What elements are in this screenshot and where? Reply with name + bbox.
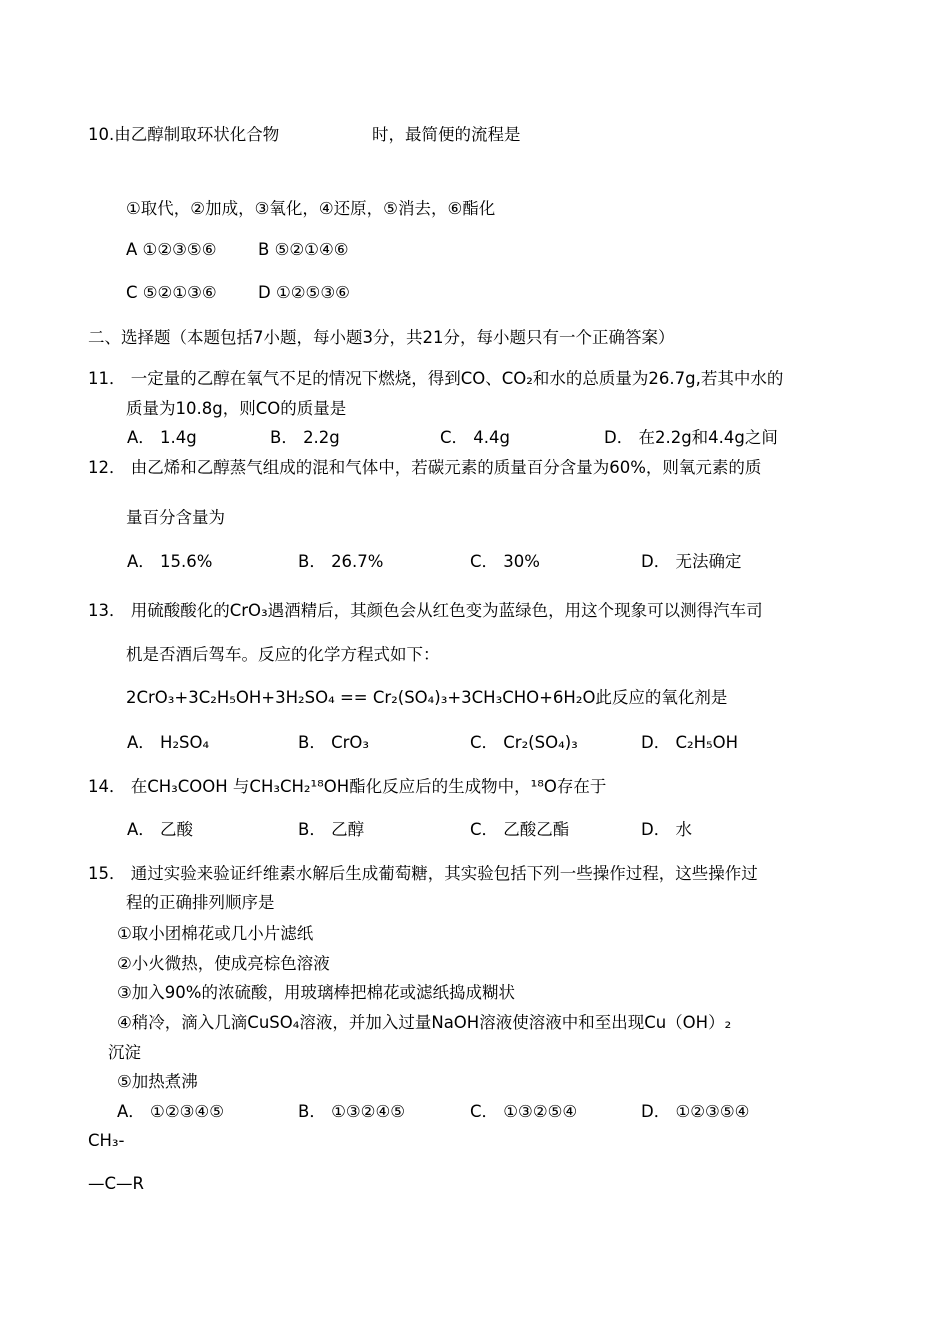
- q15-line2: 程的正确排列顺序是: [126, 893, 275, 912]
- q13-line1: 13． 用硫酸酸化的CrO₃遇酒精后，其颜色会从红色变为蓝绿色，用这个现象可以测得汽车司: [88, 601, 763, 620]
- q13-equation: 2CrO₃+3C₂H₅OH+3H₂SO₄ == Cr₂(SO₄)₃+3CH₃CHO+6H₂O此反应的氧化剂是: [126, 688, 728, 707]
- q11-line2: 质量为10.8g，则CO的质量是: [126, 399, 347, 418]
- q14-option-a: A． 乙酸: [127, 820, 194, 839]
- q14-option-c: C． 乙酸乙酯: [470, 820, 570, 839]
- q15-option-d: D． ①②③⑤④: [641, 1102, 750, 1121]
- q13-option-a: A． H₂SO₄: [127, 733, 210, 752]
- q10-option-c: C ⑤②①③⑥: [126, 283, 217, 302]
- q15-option-c: C． ①③②⑤④: [470, 1102, 578, 1121]
- q11-option-c: C． 4.4g: [440, 428, 510, 447]
- q14-option-d: D． 水: [641, 820, 692, 839]
- q10-option-d: D ①②⑤③⑥: [258, 283, 350, 302]
- q12-line1: 12． 由乙烯和乙醇蒸气组成的混和气体中，若碳元素的质量百分含量为60%，则氧元素的质: [88, 458, 762, 477]
- formula-fragment-2: —C—R: [88, 1174, 144, 1193]
- q13-option-c: C． Cr₂(SO₄)₃: [470, 733, 578, 752]
- q11-option-a: A． 1.4g: [127, 428, 197, 447]
- q15-step-4: ④稍冷，滴入几滴CuSO₄溶液，并加入过量NaOH溶液使溶液中和至出现Cu（OH）₂: [117, 1013, 732, 1032]
- q15-step-5: ⑤加热煮沸: [117, 1072, 198, 1091]
- q11-option-d: D． 在2.2g和4.4g之间: [604, 428, 778, 447]
- q12-option-a: A． 15.6%: [127, 552, 213, 571]
- q10-steps: ①取代，②加成，③氧化，④还原，⑤消去，⑥酯化: [126, 199, 496, 218]
- q13-option-b: B． CrO₃: [298, 733, 369, 752]
- q15-step-1: ①取小团棉花或几小片滤纸: [117, 924, 314, 943]
- q10-stem: 10.由乙醇制取环状化合物: [88, 125, 280, 144]
- q15-step-4-cont: 沉淀: [108, 1043, 141, 1062]
- q15-line1: 15． 通过实验来验证纤维素水解后生成葡萄糖，其实验包括下列一些操作过程，这些操作过: [88, 864, 758, 883]
- q13-option-d: D． C₂H₅OH: [641, 733, 739, 752]
- q14-option-b: B． 乙醇: [298, 820, 365, 839]
- q15-option-a: A． ①②③④⑤: [117, 1102, 224, 1121]
- formula-fragment-1: CH₃-: [88, 1131, 125, 1150]
- q12-option-d: D． 无法确定: [641, 552, 742, 571]
- q15-step-2: ②小火微热，使成亮棕色溶液: [117, 954, 330, 973]
- section-heading: 二、选择题（本题包括7小题，每小题3分，共21分，每小题只有一个正确答案）: [88, 328, 675, 347]
- q11-line1: 11． 一定量的乙醇在氧气不足的情况下燃烧，得到CO、CO₂和水的总质量为26.7g,若其中水的: [88, 369, 784, 388]
- q14-line1: 14． 在CH₃COOH 与CH₃CH₂¹⁸OH酯化反应后的生成物中，¹⁸O存在于: [88, 777, 607, 796]
- q12-option-c: C． 30%: [470, 552, 540, 571]
- q12-line2: 量百分含量为: [126, 508, 225, 527]
- q10-stem-tail: 时，最简便的流程是: [372, 125, 521, 144]
- q15-option-b: B． ①③②④⑤: [298, 1102, 406, 1121]
- q15-step-3: ③加入90%的浓硫酸，用玻璃棒把棉花或滤纸捣成糊状: [117, 983, 515, 1002]
- q11-option-b: B． 2.2g: [270, 428, 340, 447]
- q10-option-a: A ①②③⑤⑥: [126, 240, 217, 259]
- q13-line2: 机是否酒后驾车。反应的化学方程式如下：: [126, 645, 440, 664]
- q12-option-b: B． 26.7%: [298, 552, 384, 571]
- q10-option-b: B ⑤②①④⑥: [258, 240, 349, 259]
